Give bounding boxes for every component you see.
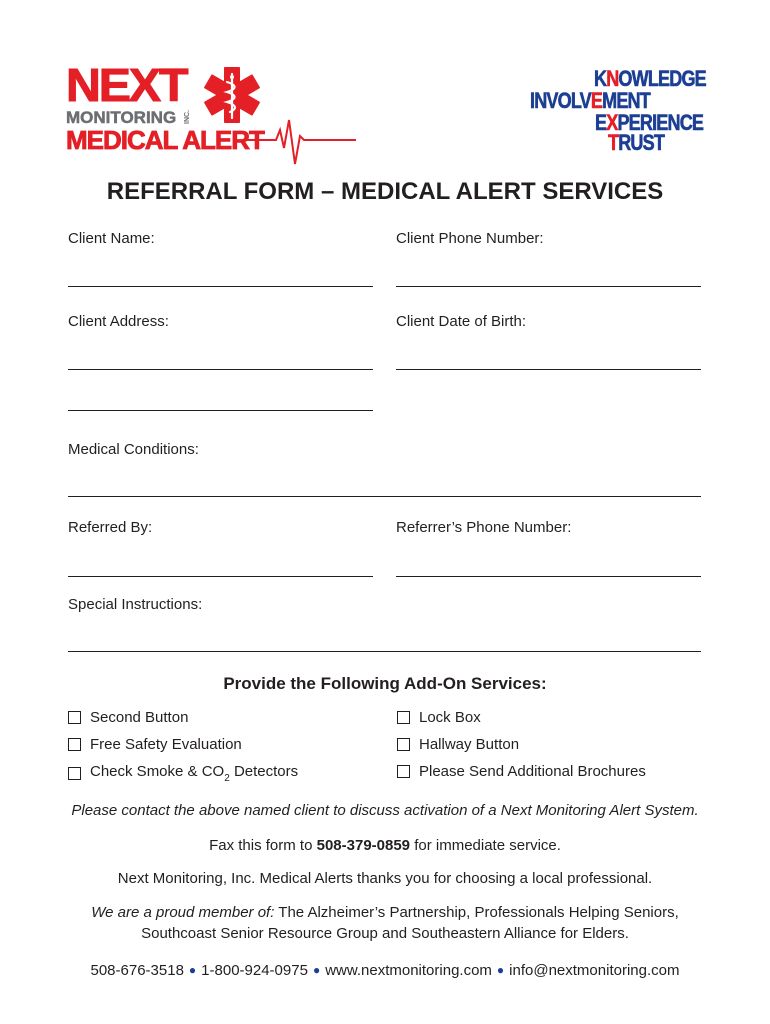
checkbox[interactable]	[397, 738, 410, 751]
addon-label: Please Send Additional Brochures	[419, 763, 646, 780]
checkbox[interactable]	[68, 738, 81, 751]
fax-number: 508-379-0859	[316, 837, 411, 854]
special-instructions-label: Special Instructions:	[68, 596, 203, 613]
acrostic-row-involvement: INVOLVEMENT	[530, 88, 650, 113]
referrer-phone-label: Referrer’s Phone Number:	[396, 519, 572, 536]
checkbox[interactable]	[397, 711, 410, 724]
acrostic-row-knowledge: KNOWLEDGE	[594, 66, 706, 91]
footer-contact	[0, 962, 770, 979]
addon-send-brochures[interactable]	[397, 763, 646, 780]
footer-phone-local[interactable]: 508-676-3518	[90, 962, 184, 979]
knext-acrostic-logo	[530, 68, 706, 158]
acrostic-row-experience: EXPERIENCE	[595, 110, 704, 135]
footer-website-link[interactable]: www.nextmonitoring.com	[325, 962, 492, 979]
checkbox[interactable]	[68, 711, 81, 724]
logo-next-text: NEXT	[66, 59, 187, 111]
membership-line1: We are a proud member of: The Alzheimer’s Partnership, Professionals Helping Seniors,	[91, 904, 679, 921]
addon-smoke-co2-detectors[interactable]	[68, 763, 298, 784]
addon-second-button[interactable]	[68, 709, 188, 726]
referred-by-field[interactable]	[68, 576, 373, 577]
contact-instructions: Please contact the above named client to discuss activation of a Next Monitoring Alert System.	[71, 802, 699, 819]
bullet-icon: ●	[496, 963, 505, 977]
membership-line2: Southcoast Senior Resource Group and Southeastern Alliance for Elders.	[141, 925, 629, 942]
client-phone-label: Client Phone Number:	[396, 230, 544, 247]
client-address-field-line2[interactable]	[68, 410, 373, 411]
medical-conditions-field[interactable]	[68, 496, 701, 497]
addon-free-safety-evaluation[interactable]	[68, 736, 242, 753]
addon-label: Second Button	[90, 709, 189, 726]
logo-inc-text: INC.	[184, 110, 191, 124]
ekg-line-icon	[246, 118, 356, 168]
addon-label: Free Safety Evaluation	[90, 736, 242, 753]
client-dob-label: Client Date of Birth:	[396, 313, 527, 330]
special-instructions-field[interactable]	[68, 651, 701, 652]
star-of-life-icon	[203, 66, 261, 124]
addon-label: Lock Box	[419, 709, 481, 726]
footer-email-link[interactable]: info@nextmonitoring.com	[509, 962, 680, 979]
client-dob-field[interactable]	[396, 369, 701, 370]
thank-you-text: Next Monitoring, Inc. Medical Alerts thanks you for choosing a local professional.	[117, 870, 653, 887]
form-title: REFERRAL FORM – MEDICAL ALERT SERVICES	[106, 178, 664, 205]
medical-conditions-label: Medical Conditions:	[68, 441, 199, 458]
client-name-label: Client Name:	[68, 230, 155, 247]
addon-lock-box[interactable]	[397, 709, 481, 726]
checkbox[interactable]	[68, 767, 81, 780]
addon-label: Check Smoke & $CO_2$ Detectors	[90, 763, 299, 784]
referrer-phone-field[interactable]	[396, 576, 701, 577]
logo-monitoring-text: MONITORING	[66, 108, 177, 127]
client-name-field[interactable]	[68, 286, 373, 287]
client-phone-field[interactable]	[396, 286, 701, 287]
referred-by-label: Referred By:	[68, 519, 153, 536]
footer-phone-tollfree[interactable]: 1-800-924-0975	[201, 962, 308, 979]
checkbox[interactable]	[397, 765, 410, 778]
logo-medical-alert-text: MEDICAL ALERT	[66, 125, 264, 155]
client-address-field-line1[interactable]	[68, 369, 373, 370]
client-address-label: Client Address:	[68, 313, 169, 330]
addon-label: Hallway Button	[419, 736, 520, 753]
bullet-icon: ●	[312, 963, 321, 977]
acrostic-row-trust: TRUST	[608, 130, 665, 155]
bullet-icon: ●	[188, 963, 197, 977]
fax-instructions: Fax this form to 508-379-0859 for immediate service.	[209, 837, 561, 854]
addons-heading: Provide the Following Add-On Services:	[223, 674, 547, 693]
addon-hallway-button[interactable]	[397, 736, 519, 753]
